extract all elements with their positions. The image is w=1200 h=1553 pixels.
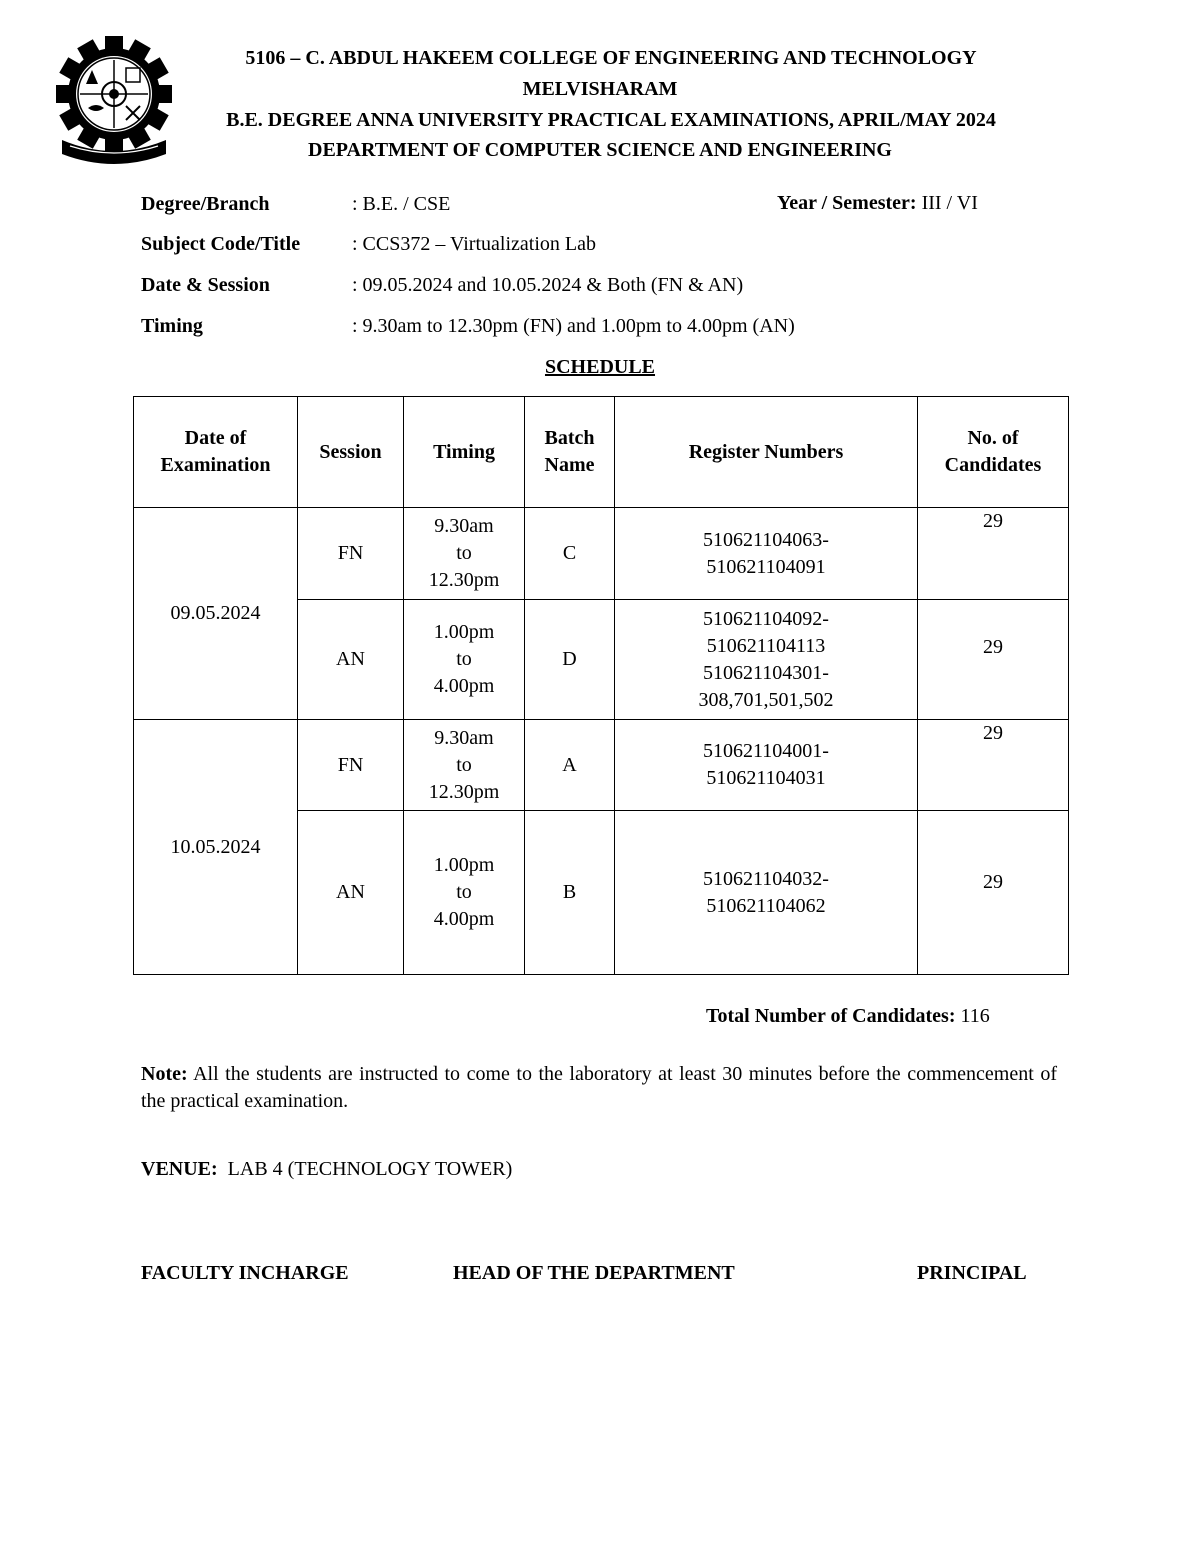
date-value: : 09.05.2024 and 10.05.2024 & Both (FN & AN): [352, 274, 744, 296]
header-date: Date of Examination: [134, 397, 298, 508]
college-location: MELVISHARAM: [522, 78, 678, 100]
header-session: Session: [298, 397, 404, 508]
session-cell: FN: [298, 720, 404, 811]
timing-cell: 1.00pm to 4.00pm: [404, 811, 525, 975]
count-cell: 29: [918, 720, 1069, 811]
degree-label: Degree/Branch: [141, 193, 270, 215]
register-cell: 510621104092- 510621104113 510621104301- 308,701,501,502: [615, 600, 918, 720]
exam-date: 09.05.2024: [134, 508, 298, 720]
session-cell: FN: [298, 508, 404, 600]
table-row: [134, 508, 1069, 600]
schedule-table: [133, 396, 1069, 975]
register-cell: 510621104063- 510621104091: [615, 508, 918, 600]
session-cell: AN: [298, 600, 404, 720]
batch-cell: C: [525, 508, 615, 600]
degree-value: : B.E. / CSE: [352, 193, 451, 215]
timing-cell: 9.30am to 12.30pm: [404, 508, 525, 600]
session-cell: AN: [298, 811, 404, 975]
exam-date: 10.05.2024: [134, 720, 298, 975]
total-candidates: [706, 1005, 990, 1028]
count-cell: 29: [918, 508, 1069, 600]
header-timing: Timing: [404, 397, 525, 508]
timing-value: : 9.30am to 12.30pm (FN) and 1.00pm to 4.00pm (AN): [352, 315, 795, 337]
total-value: 116: [960, 1005, 990, 1027]
count-cell: 29: [918, 600, 1069, 720]
note: [141, 1061, 1057, 1115]
year-semester: [777, 192, 978, 215]
header-register: Register Numbers: [615, 397, 918, 508]
batch-cell: B: [525, 811, 615, 975]
note-text: All the students are instructed to come to the laboratory at least 30 minutes before the commencement of the practical examination.: [141, 1063, 1057, 1112]
header-batch: Batch Name: [525, 397, 615, 508]
signature-principal: PRINCIPAL: [917, 1262, 1027, 1284]
date-label: Date & Session: [141, 274, 270, 296]
exam-title: B.E. DEGREE ANNA UNIVERSITY PRACTICAL EXAMINATIONS, APRIL/MAY 2024: [226, 109, 996, 131]
register-cell: 510621104001- 510621104031: [615, 720, 918, 811]
header-count: No. of Candidates: [918, 397, 1069, 508]
subject-label: Subject Code/Title: [141, 233, 301, 255]
college-name: 5106 – C. ABDUL HAKEEM COLLEGE OF ENGINEERING AND TECHNOLOGY: [245, 47, 977, 69]
signature-hod: HEAD OF THE DEPARTMENT: [453, 1262, 735, 1284]
signature-faculty: FACULTY INCHARGE: [141, 1262, 349, 1284]
timing-cell: 1.00pm to 4.00pm: [404, 600, 525, 720]
note-label: Note:: [141, 1063, 188, 1085]
schedule-title: SCHEDULE: [544, 356, 656, 378]
batch-cell: D: [525, 600, 615, 720]
timing-label: Timing: [141, 315, 203, 337]
subject-value: : CCS372 – Virtualization Lab: [352, 233, 596, 255]
year-label: Year / Semester:: [777, 192, 917, 214]
batch-cell: A: [525, 720, 615, 811]
table-row: [134, 720, 1069, 811]
table-header-row: [134, 397, 1069, 508]
total-label: Total Number of Candidates:: [706, 1005, 956, 1027]
venue: [141, 1158, 512, 1181]
count-cell: 29: [918, 811, 1069, 975]
venue-label: VENUE:: [141, 1158, 218, 1180]
timing-cell: 9.30am to 12.30pm: [404, 720, 525, 811]
department-name: DEPARTMENT OF COMPUTER SCIENCE AND ENGINEERING: [308, 139, 892, 161]
venue-value: LAB 4 (TECHNOLOGY TOWER): [227, 1158, 513, 1180]
year-value: III / VI: [921, 192, 978, 214]
register-cell: 510621104032- 510621104062: [615, 811, 918, 975]
